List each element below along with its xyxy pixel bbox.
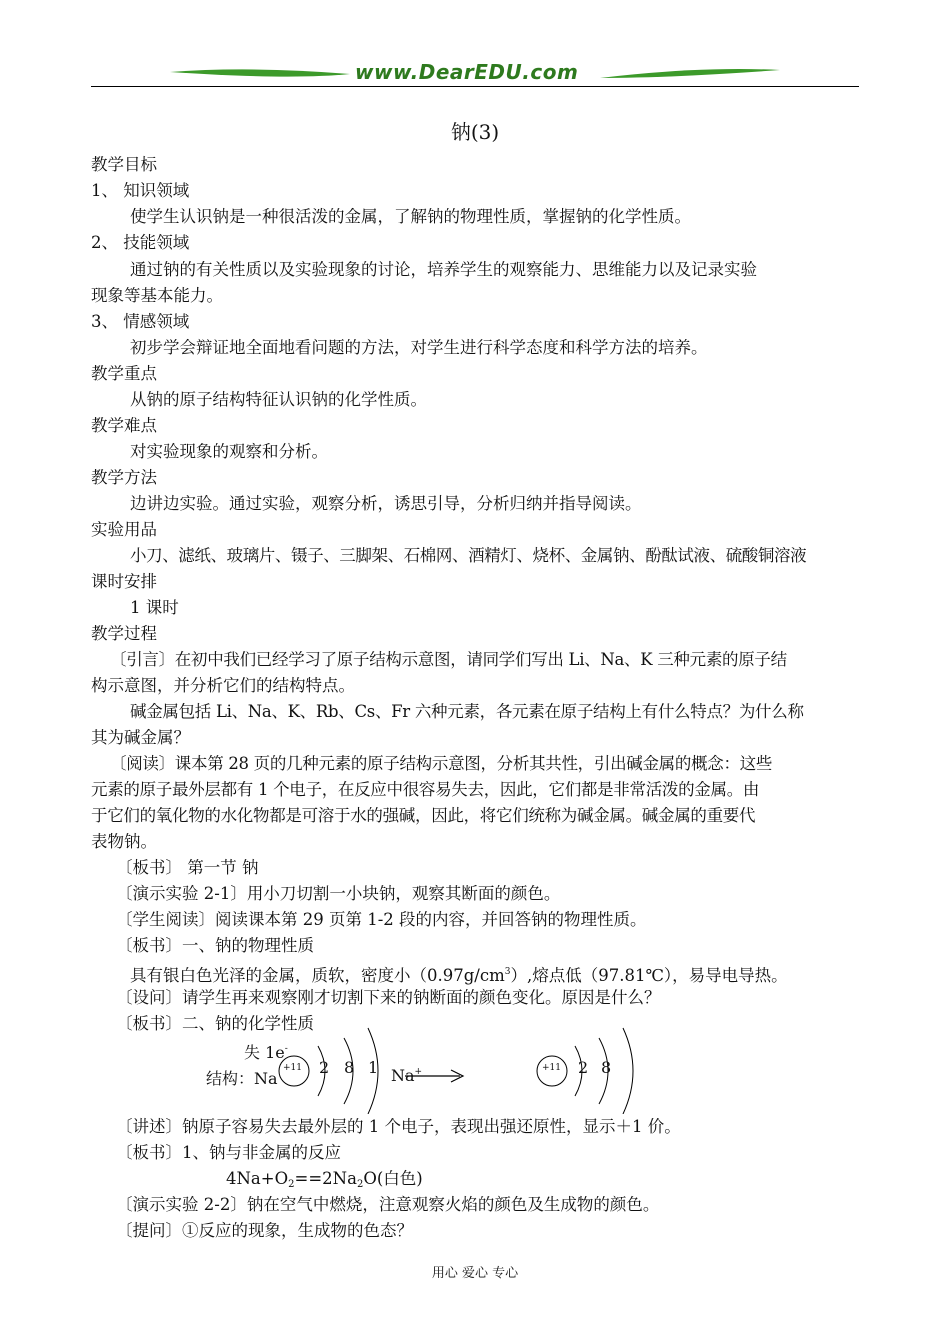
- paragraph: 对实验现象的观察和分析。: [130, 442, 328, 461]
- paragraph: 〔引言〕在初中我们已经学习了原子结构示意图，请同学们写出 Li、Na、K 三种元素的原子结: [110, 650, 787, 669]
- structure-label: 结构：Na: [206, 1069, 278, 1088]
- chemical-equation: $4Na+O_2==2Na_2O$(白色): [226, 1169, 423, 1190]
- arrow-right-icon: [405, 1066, 465, 1086]
- shell-count: 1: [368, 1058, 379, 1077]
- header-rule: [91, 86, 859, 87]
- paragraph: 〔演示实验 2-1〕用小刀切割一小块钠，观察其断面的颜色。: [116, 884, 561, 903]
- section-heading: 教学重点: [91, 364, 157, 383]
- paragraph: 〔演示实验 2-2〕钠在空气中燃烧，注意观察火焰的颜色及生成物的颜色。: [116, 1195, 660, 1214]
- section-heading: 课时安排: [91, 572, 157, 591]
- board-heading: 〔板书〕一、钠的物理性质: [116, 936, 314, 955]
- site-name[interactable]: www.DearEDU.com: [355, 60, 579, 84]
- paragraph: 〔学生阅读〕阅读课本第 29 页第 1-2 段的内容，并回答钠的物理性质。: [116, 910, 647, 929]
- paragraph: 〔阅读〕课本第 28 页的几种元素的原子结构示意图，分析其共性，引出碱金属的概念：这些: [110, 754, 773, 773]
- board-heading: 〔板书〕 第一节 钠: [116, 858, 259, 877]
- list-item: 1、 知识领域: [91, 181, 190, 200]
- board-heading: 〔板书〕1、钠与非金属的反应: [116, 1143, 341, 1162]
- section-heading: 教学过程: [91, 624, 157, 643]
- paragraph: 初步学会辩证地全面地看问题的方法，对学生进行科学态度和科学方法的培养。: [130, 338, 708, 357]
- paragraph: 其为碱金属？: [91, 728, 190, 747]
- paragraph: 表物钠。: [91, 832, 157, 851]
- paragraph: 〔设问〕请学生再来观察刚才切割下来的钠断面的颜色变化。原因是什么？: [116, 988, 661, 1007]
- shell-count: 2: [319, 1058, 330, 1077]
- nucleus-label: +11: [283, 1063, 302, 1073]
- list-item: 3、 情感领域: [91, 312, 190, 331]
- section-heading: 教学方法: [91, 468, 157, 487]
- paragraph: 小刀、滤纸、玻璃片、镊子、三脚架、石棉网、酒精灯、烧杯、金属钠、酚酞试液、硫酸铜溶液: [130, 546, 807, 565]
- board-heading: 〔板书〕二、钠的化学性质: [116, 1014, 314, 1033]
- page-footer: 用心 爱心 专心: [431, 1266, 519, 1281]
- paragraph: 〔提问〕①反应的现象，生成物的色态？: [116, 1221, 413, 1240]
- lose-electron-label: 失 1e-: [244, 1043, 288, 1062]
- paragraph: 通过钠的有关性质以及实验现象的讨论，培养学生的观察能力、思维能力以及记录实验: [130, 260, 757, 279]
- paragraph: 现象等基本能力。: [91, 286, 223, 305]
- section-heading: 教学难点: [91, 416, 157, 435]
- nucleus-label: +11: [542, 1063, 561, 1073]
- paragraph: 〔讲述〕钠原子容易失去最外层的 1 个电子，表现出强还原性，显示＋1 价。: [116, 1117, 681, 1136]
- paragraph: 使学生认识钠是一种很活泼的金属，了解钠的物理性质，掌握钠的化学性质。: [130, 207, 691, 226]
- paragraph: 从钠的原子结构特征认识钠的化学性质。: [130, 390, 427, 409]
- paragraph: 边讲边实验。通过实验，观察分析，诱思引导，分析归纳并指导阅读。: [130, 494, 642, 513]
- page-title: 钠(3): [450, 120, 500, 144]
- paragraph: 构示意图，并分析它们的结构特点。: [91, 676, 355, 695]
- paragraph: 于它们的氧化物的水化物都是可溶于水的强碱，因此，将它们统称为碱金属。碱金属的重要代: [91, 806, 756, 825]
- section-heading: 教学目标: [91, 155, 157, 174]
- shell-count: 2: [578, 1058, 589, 1077]
- paragraph: 碱金属包括 Li、Na、K、Rb、Cs、Fr 六种元素，各元素在原子结构上有什么特点？为什么称: [130, 702, 804, 721]
- shell-count: 8: [601, 1058, 612, 1077]
- ion-label: Na+: [391, 1066, 423, 1085]
- text: ）,熔点低（97.81℃），易导电导热。: [510, 966, 788, 985]
- list-item: 2、 技能领域: [91, 233, 190, 252]
- text: 具有银白色光泽的金属，质软，密度小（0.97g/cm: [130, 966, 505, 985]
- shell-count: 8: [344, 1058, 355, 1077]
- paragraph: 1 课时: [130, 598, 179, 617]
- superscript: 3: [504, 967, 511, 977]
- paragraph: [130, 961, 788, 987]
- paragraph: 元素的原子最外层都有 1 个电子，在反应中很容易失去，因此，它们都是非常活泼的金属。由: [91, 780, 760, 799]
- section-heading: 实验用品: [91, 520, 157, 539]
